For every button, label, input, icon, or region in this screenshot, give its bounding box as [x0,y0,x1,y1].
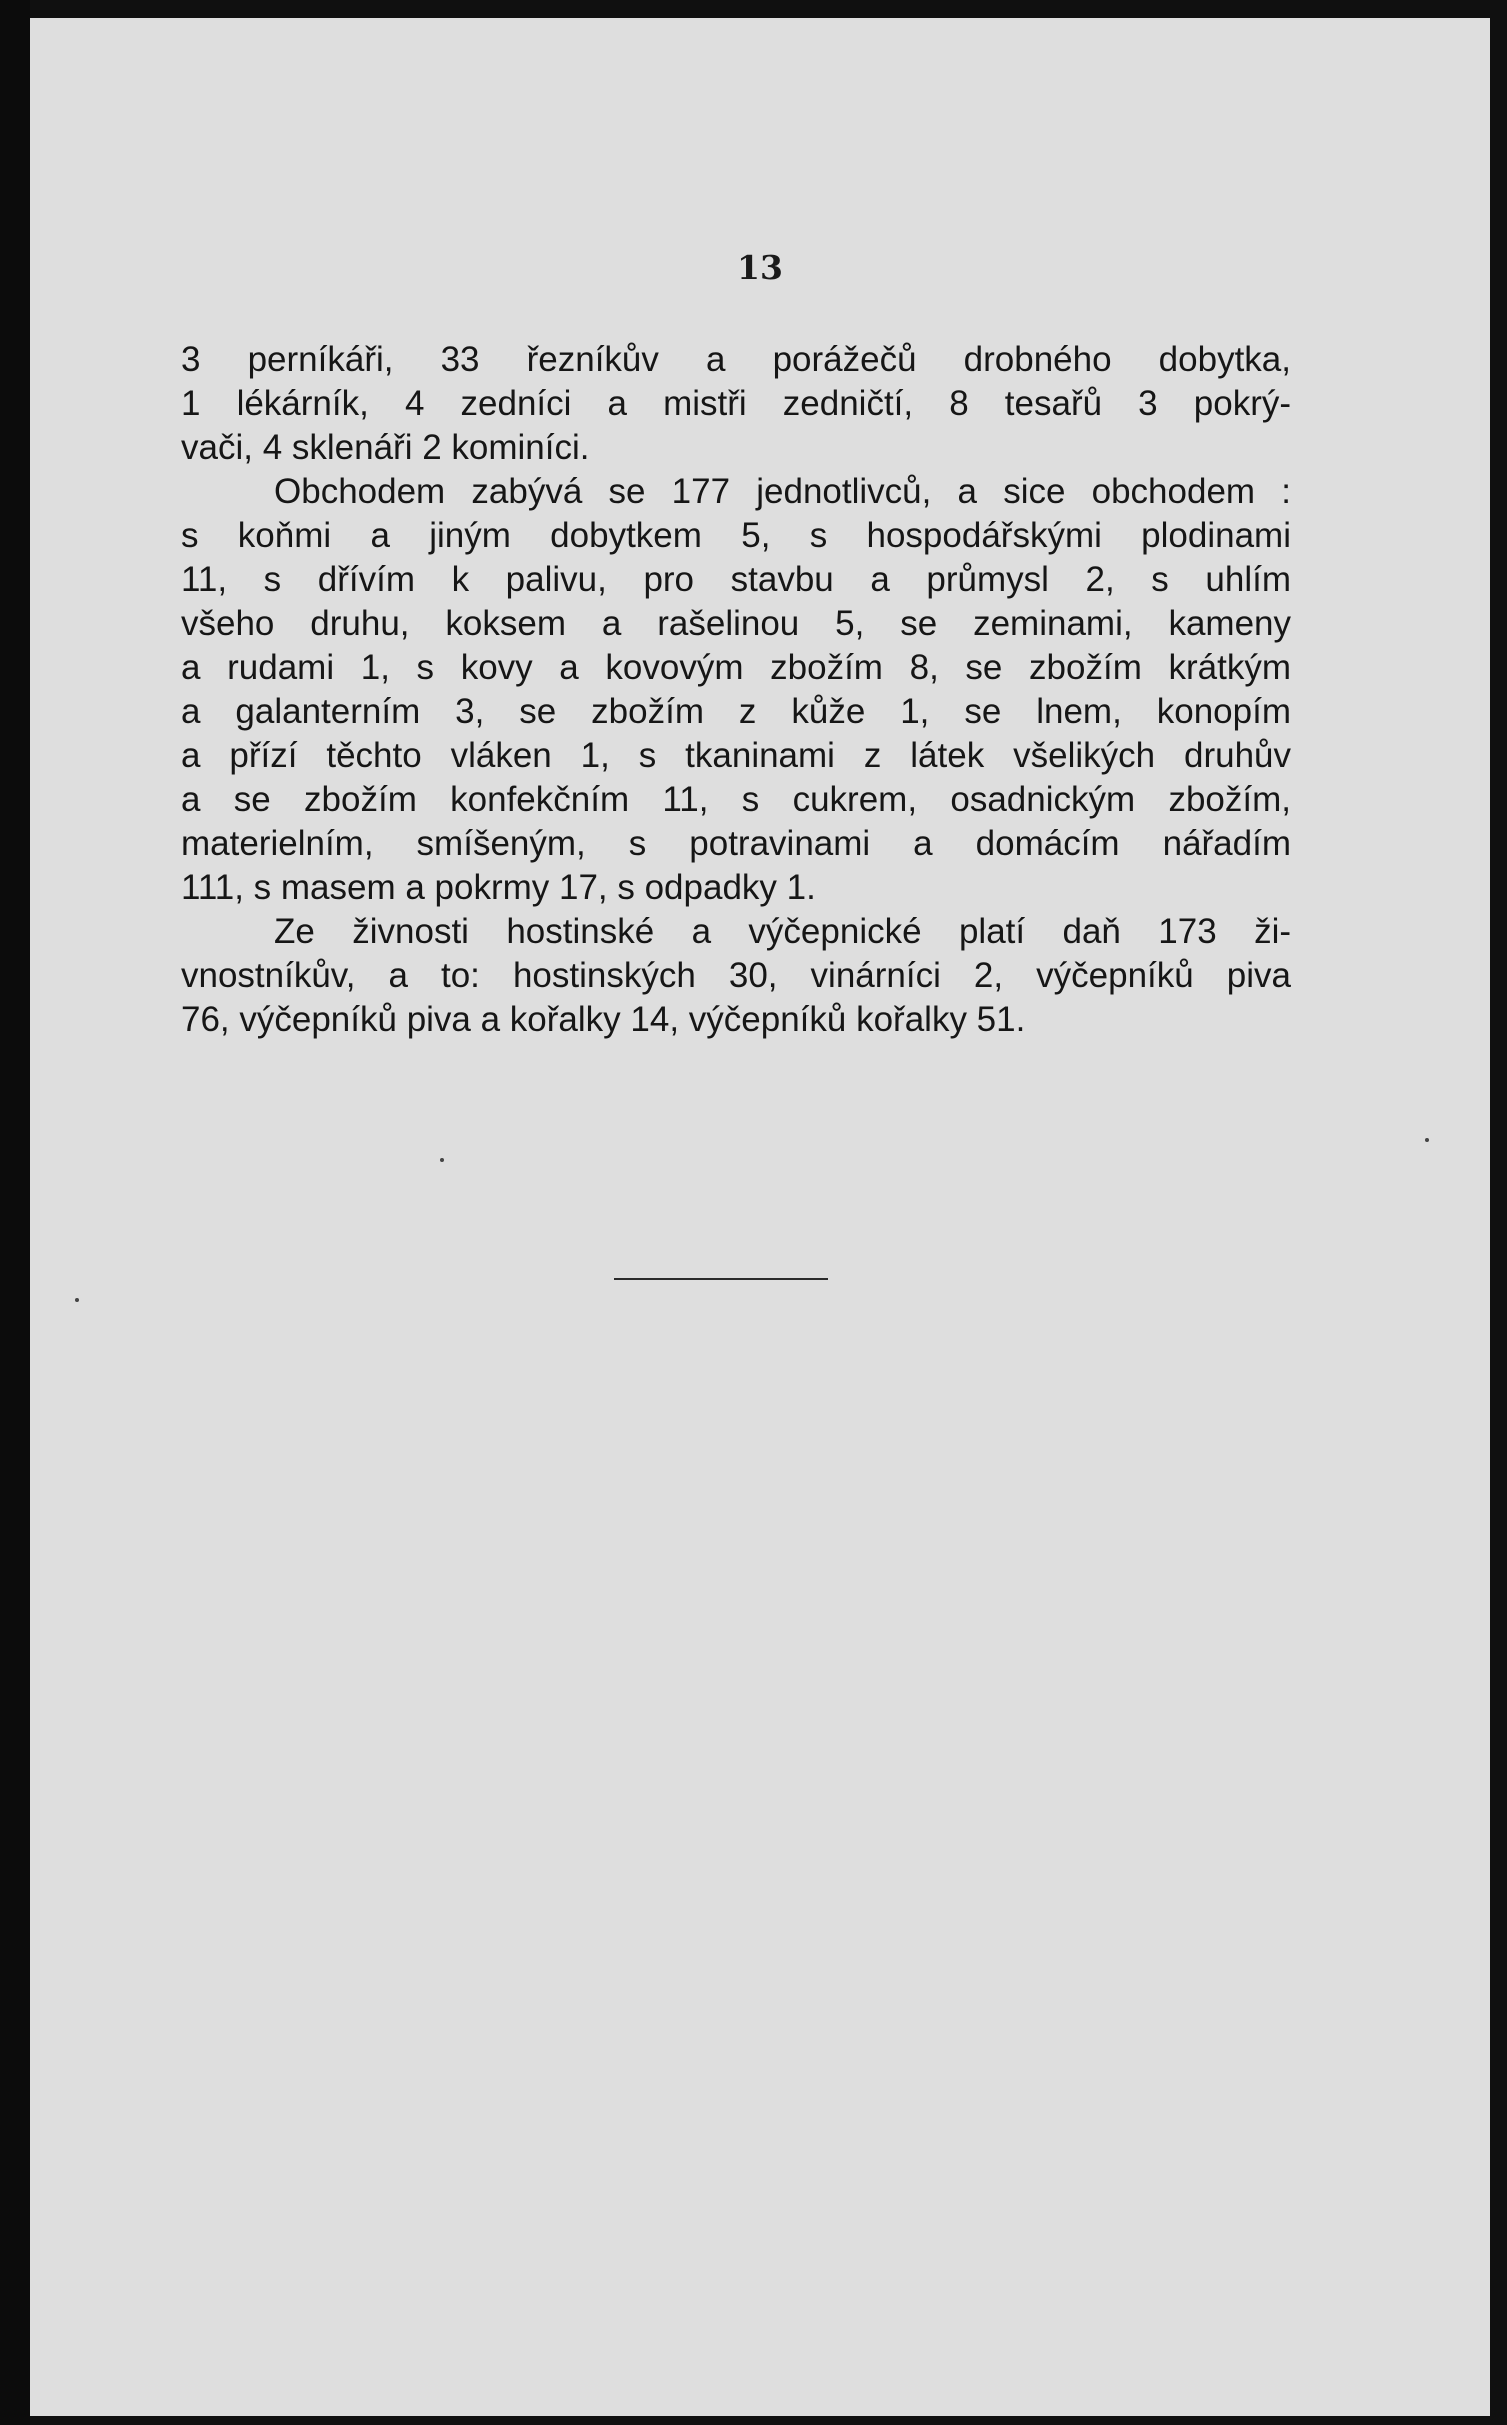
text-line: vnostníkův, a to: hostinských 30, vinárníci 2, výčepníků piva [181,956,1291,995]
text-line: 1 lékárník, 4 zedníci a mistři zedničtí, 8 tesařů 3 pokrý- [181,384,1291,423]
paragraph-craftsmen [181,338,1291,470]
scan-left-edge [0,0,30,2425]
text-line: všeho druhu, koksem a rašelinou 5, se zeminami, kameny [181,604,1291,643]
text-line: 76, výčepníků piva a kořalky 14, výčepníků kořalky 51. [181,1000,1026,1039]
text-line: 3 perníkáři, 33 řezníkův a porážečů drobného dobytka, [181,340,1291,379]
scan-speck [75,1298,79,1302]
text-line: Obchodem zabývá se 177 jednotlivců, a sice obchodem : [274,472,1291,511]
scan-speck [1425,1138,1429,1142]
paragraph-trade [181,470,1291,910]
text-line: 11, s dřívím k palivu, pro stavbu a průmysl 2, s uhlím [181,560,1291,599]
text-line: a galanterním 3, se zbožím z kůže 1, se lnem, konopím [181,692,1291,731]
text-line: a přízí těchto vláken 1, s tkaninami z látek všelikých druhův [181,736,1291,775]
text-line: s koňmi a jiným dobytkem 5, s hospodářskými plodinami [181,516,1291,555]
page-number: 13 [737,248,783,287]
text-line: a se zbožím konfekčním 11, s cukrem, osadnickým zbožím, [181,780,1291,819]
text-line: materielním, smíšeným, s potravinami a domácím nářadím [181,824,1291,863]
text-line: Ze živnosti hostinské a výčepnické platí daň 173 ži- [274,912,1291,951]
text-line: a rudami 1, s kovy a kovovým zbožím 8, se zbožím krátkým [181,648,1291,687]
paragraph-hospitality [181,910,1291,1042]
body-text [181,338,1291,1042]
scan-speck [440,1158,444,1162]
section-divider [614,1278,828,1280]
text-line: 111, s masem a pokrmy 17, s odpadky 1. [181,868,816,907]
document-page [30,18,1490,2416]
text-line: vači, 4 sklenáři 2 kominíci. [181,428,590,467]
